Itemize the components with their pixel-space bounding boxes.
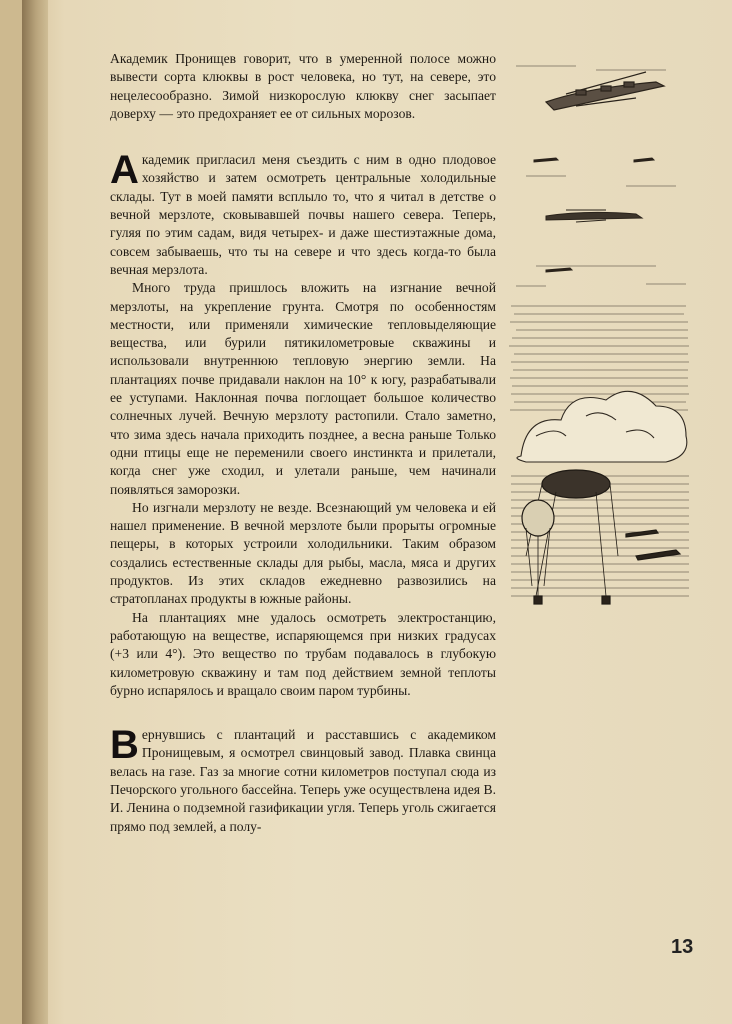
section-gap [110,700,496,726]
aircraft-and-balloons-illustration [506,56,692,616]
book-page [22,0,732,1024]
sky-hatching [509,66,689,410]
page-number: 13 [671,936,694,958]
paragraph-4: Но изгнали мерзлоту не везде. Всезнающий ум человека и ей нашел применение. В вечной мерзлоте были прорыты огромные пещеры, в которых устроили холодильники. Таким образом создались естественные склады для рыбы, масла, мяса и других продуктов. Из этих складов ежедневно развозились на стратопланах продукты в южные районы. [110,499,496,607]
paragraph-5: На плантациях мне удалось осмотреть электростанцию, работающую на веществе, испаряющемся при низких градусах (+3 или 4°). Это вещество по трубам подавалось в глубокую километровую скважину и там под действием земной теплоты бурно испарялось и вращало своим паром турбины. [110,609,496,698]
drop-cap-v: В [110,723,139,768]
paragraph-2 [110,148,496,279]
section-gap [110,123,496,151]
article-text-column [110,50,496,836]
paragraph-3: Много труда пришлось вложить на изгнание вечной мерзлоты, на укрепление грунта. Смотря по особенностям местности, или применяли химические тепловыделяющие вещества, или бурили пятикилометровые скважины и использовали внутреннюю тепловую энергию земли. На плантациях почве придавали наклон на 10° к югу, разрабатывали ее уступами. Наклонная почва поглощает большое количество солнечных лучей. Вечную мерзлоту растопили. Стало заметно, что зима здесь начала приходить позднее, а весна раньше Только одни птицы еще не переменили своего инстинкта и прилетали, когда снег уже сходил, и улетали раньше, чем начинали появляться заморозки. [110,280,496,497]
small-airplanes-icon [534,158,654,272]
balloons-icon [522,470,680,604]
paragraph-6 [110,723,496,836]
paragraph-2-body: кадемик пригласил меня съездить с ним в одно плодовое хозяйство и затем осмотреть центральные холодильные склады. Тут в моей памяти всплыло то, что я читал в детстве о вечной мерзлоте, сковывавшей почвы нашего севера. Теперь, гуляя по этим садам, видя четырех- и даже шестиэтажные дома, совсем забываешь, что ты на севере и что здесь когда-то была вечная мерзлота. [110,152,496,277]
page-binding-shadow [22,0,48,1024]
paragraph-6-body: ернувшись с плантаций и расставшись с академиком Пронищевым, я осмотрел свинцовый завод. Плавка свинца велась на газе. Газ за многие сотни километров поступал сюда из Печорского угольного бассейна. Теперь уже осуществлена идея В. И. Ленина о подземной газификации угля. Теперь уголь сжигается прямо под землей, а полу- [110,727,496,834]
paragraph-1: Академик Пронищев говорит, что в умеренной полосе можно вывести сорта клюквы в рост человека, но тут, на севере, это нецелесообразно. Зимой низкорослую клюкву снег засыпает доверху — это предохраняет ее от сильных морозов. [110,51,496,121]
drop-cap-a: А [110,148,139,193]
large-airplane-icon [546,72,664,110]
